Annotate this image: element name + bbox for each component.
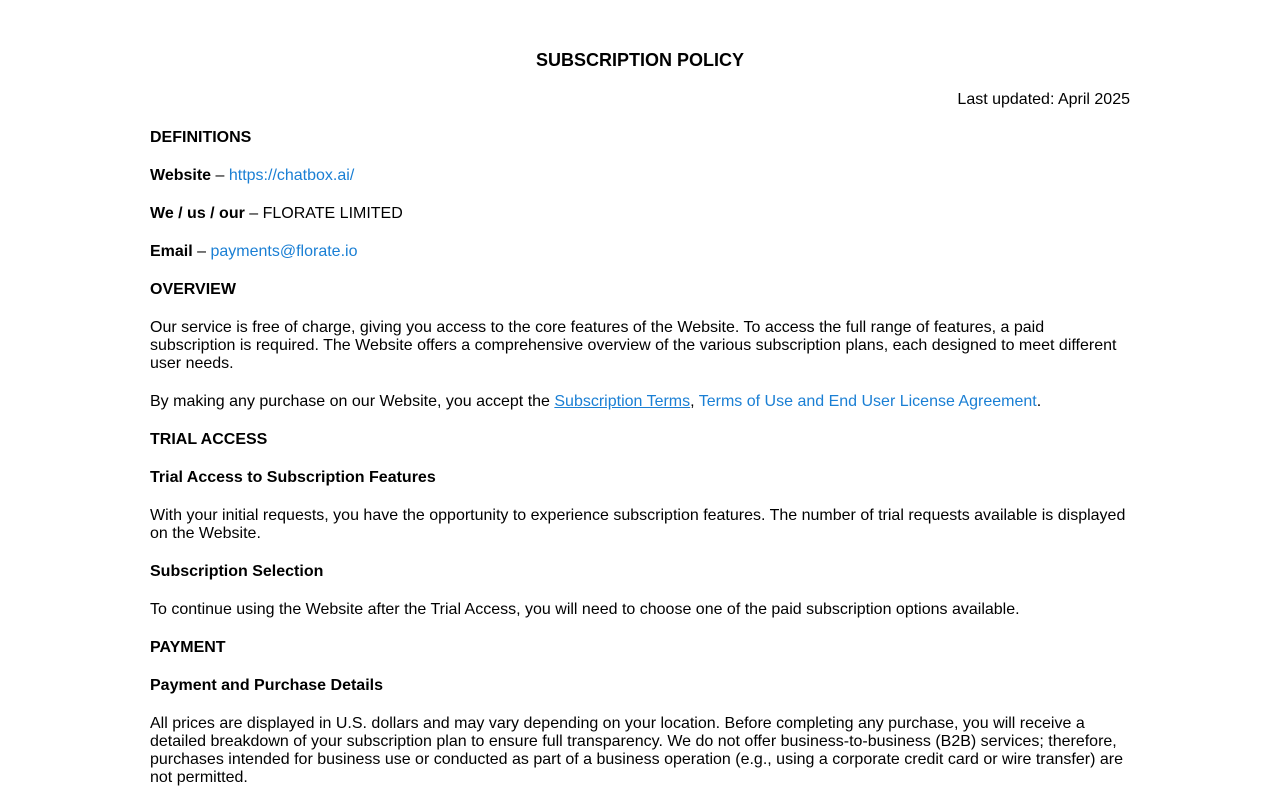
definition-separator: – [211,167,229,184]
section-heading-definitions: DEFINITIONS [150,129,252,146]
subscription-terms-link[interactable]: Subscription Terms [554,393,691,410]
website-link[interactable]: https://chatbox.ai/ [228,167,355,184]
definition-website [150,167,1130,185]
subheading-trial-features: Trial Access to Subscription Features [150,469,436,486]
definition-email-label: Email [150,243,193,260]
last-updated: Last updated: April 2025 [957,91,1130,108]
definition-we [150,205,1130,223]
accept-terms-text: By making any purchase on our Website, you accept the [150,393,555,410]
accept-terms-paragraph [150,393,1130,411]
section-heading-payment: PAYMENT [150,639,226,656]
definition-we-value: – FLORATE LIMITED [244,205,403,222]
section-heading-overview: OVERVIEW [150,281,236,298]
section-heading-trial-access: TRIAL ACCESS [150,431,268,448]
link-separator: , [690,393,699,410]
policy-document [150,0,1130,787]
sentence-end: . [1036,393,1042,410]
overview-paragraph: Our service is free of charge, giving you access to the core features of the Website. To access the full range of features, a paid subscription is required. The Website offers a comprehensive overview of the various subscription plans, each designed to meet different user needs. [150,319,1117,372]
subscription-selection-paragraph: To continue using the Website after the Trial Access, you will need to choose one of the paid subscription options available. [150,601,1020,618]
trial-paragraph: With your initial requests, you have the opportunity to experience subscription features. The number of trial requests available is displayed on the Website. [150,507,1126,542]
definition-we-label: We / us / our [150,205,245,222]
payment-paragraph: All prices are displayed in U.S. dollars and may vary depending on your location. Before completing any purchase, you will receive a detailed breakdown of your subscription plan to ensure full transparency. We do not offer business-to-business (B2B) services; therefore, purchases intended for business use or conducted as part of a business operation (e.g., using a corporate credit card or wire transfer) are not permitted. [150,715,1123,786]
subheading-payment-details: Payment and Purchase Details [150,677,383,694]
definition-email [150,243,1130,261]
subheading-subscription-selection: Subscription Selection [150,563,324,580]
page-title: SUBSCRIPTION POLICY [535,50,745,70]
email-link[interactable]: payments@florate.io [210,243,358,260]
definition-website-label: Website [150,167,212,184]
terms-of-use-link[interactable]: Terms of Use and End User License Agreement [698,393,1037,410]
definition-separator: – [192,243,211,260]
